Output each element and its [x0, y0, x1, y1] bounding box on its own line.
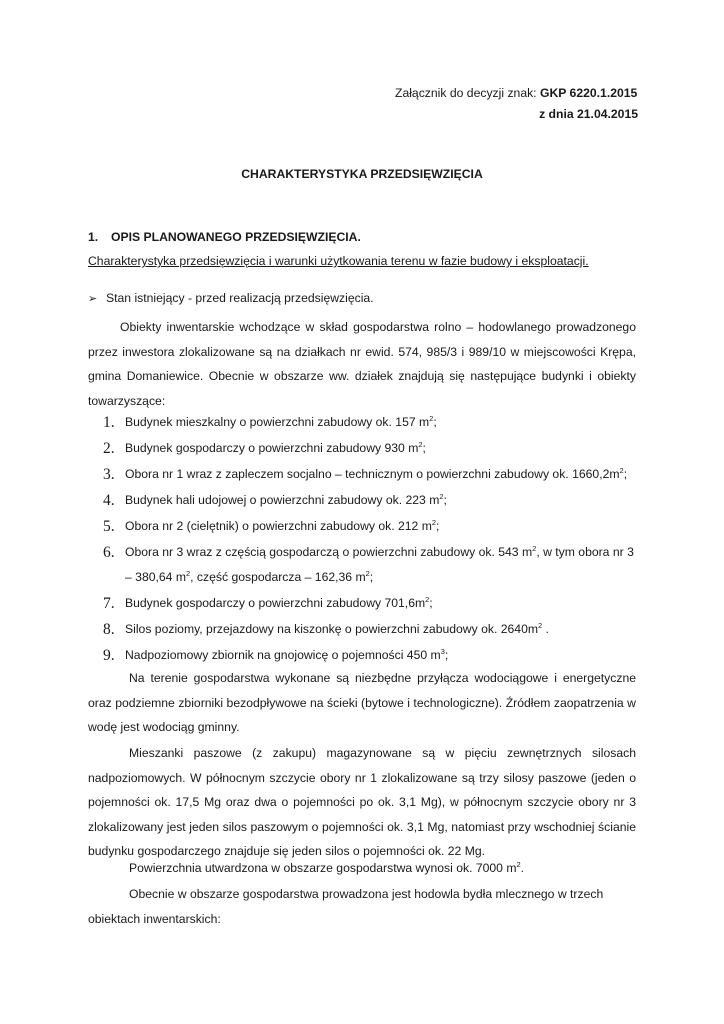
list-item-suffix: ; [433, 415, 437, 429]
section-number: 1. [88, 230, 99, 244]
farming-paragraph-line2: obiektach inwentarskich: [88, 912, 221, 926]
feed-paragraph-text: Mieszanki paszowe (z zakupu) magazynowane są w pięciu zewnętrznych silosach nadpoziomowych. W północnym szczycie obory nr 1 zlokalizowane są trzy silosy paszowe (jeden o pojemności ok. 17,5 Mg oraz dwa o pojemności po ok. 3,1 Mg), w północnym szczycie obory nr 3 zlokalizowany jest jeden silos paszowym o pojemności ok. 3,1 Mg, natomiast przy wschodniej ścianie budynku gospodarczego znajduje się jeden silos o pojemności ok. 22 Mg. [88, 746, 636, 858]
bullet-item [88, 291, 374, 305]
superscript: 2 [425, 595, 430, 605]
list-item-text: Silos poziomy, przejazdowy na kiszonkę o powierzchni zabudowy ok. 2640m [125, 622, 538, 637]
list-number: 2. [103, 439, 115, 457]
list-item-text: Obora nr 1 wraz z zapleczem socjalno – technicznym o powierzchni zabudowy ok. 1660,2m [125, 466, 620, 481]
superscript: 3 [440, 647, 445, 657]
superscript: 2 [185, 569, 191, 579]
superscript: 2 [365, 569, 370, 579]
farming-paragraph-line1: Obecnie w obszarze gospodarstwa prowadzona jest hodowla bydła mlecznego w trzech [129, 887, 604, 901]
list-item-suffix: . [542, 622, 549, 637]
list-item [88, 617, 640, 643]
list-item-text: Obora nr 3 wraz z częścią gospodarczą o powierzchni zabudowy ok. 543 m [125, 544, 533, 559]
feed-paragraph [88, 741, 636, 864]
list-item-text-continued: , część gospodarcza – 162,36 m [190, 570, 366, 585]
document-title: CHARAKTERYSTYKA PRZEDSIĘWZIĘCIA [241, 167, 483, 181]
list-item-suffix: , w tym obora nr 3 [536, 544, 634, 559]
list-item [88, 436, 640, 462]
list-item-text-continued: – 380,64 m [125, 570, 186, 585]
intro-paragraph-text: Obiekty inwentarskie wchodzące w skład gospodarstwa rolno – hodowlanego prowadzonego przez inwestora zlokalizowane są na działkach nr ewid. 574, 985/3 i 989/10 w miejscowości Krępa, gmina Domaniewice. Obecnie w obszarze ww. działek znajdują się następujące budynki i obiekty towarzyszące: [88, 320, 636, 408]
list-number: 8. [103, 621, 115, 639]
area-paragraph [129, 861, 524, 875]
list-item [88, 540, 640, 592]
decision-date: z dnia 21.04.2015 [539, 107, 638, 121]
superscript: 2 [532, 543, 537, 553]
list-number: 9. [103, 647, 115, 665]
list-item-text: Obora nr 2 (cielętnik) o powierzchni zabudowy ok. 212 m [125, 518, 432, 533]
list-item [88, 488, 640, 514]
superscript: 2 [538, 621, 543, 631]
bullet-text: Stan istniejący - przed realizacją przedsięwzięcia. [106, 291, 374, 305]
list-item [88, 410, 640, 436]
list-item-suffix: ; [369, 570, 374, 585]
superscript: 2 [439, 491, 444, 501]
list-number: 1. [103, 414, 115, 431]
superscript: 2 [516, 860, 521, 869]
section-heading-text: OPIS PLANOWANEGO PRZEDSIĘWZIĘCIA. [111, 230, 361, 244]
list-item-suffix: ; [422, 440, 426, 455]
attachment-reference-text: Załącznik do decyzji znak: [395, 86, 540, 100]
arrow-bullet-icon: ➢ [88, 293, 98, 305]
list-item-suffix: ; [436, 518, 440, 533]
list-item-suffix: ; [444, 648, 449, 663]
area-paragraph-text: Powierzchnia utwardzona w obszarze gospodarstwa wynosi ok. 7000 m [129, 861, 517, 875]
buildings-list [88, 410, 640, 669]
list-item-suffix: ; [623, 466, 628, 481]
superscript: 2 [619, 465, 624, 475]
intro-paragraph [88, 315, 636, 413]
superscript: 2 [431, 517, 437, 527]
attachment-reference [395, 86, 637, 100]
list-item-suffix: ; [443, 492, 447, 507]
list-item-text: Budynek mieszkalny o powierzchni zabudowy ok. 157 m [125, 415, 430, 429]
list-item [88, 462, 640, 488]
list-number: 3. [103, 465, 115, 483]
list-number: 5. [103, 517, 115, 535]
list-item-text: Budynek hali udojowej o powierzchni zabudowy ok. 223 m [125, 492, 440, 507]
list-item-text: Nadpoziomowy zbiornik na gnojowicę o pojemności 450 m [125, 648, 441, 663]
superscript: 2 [418, 439, 423, 449]
utilities-paragraph [88, 666, 636, 740]
decision-code: GKP 6220.1.2015 [539, 86, 638, 100]
area-paragraph-suffix: . [520, 861, 525, 875]
superscript: 2 [429, 414, 434, 423]
section-heading [88, 230, 361, 244]
list-number: 7. [103, 595, 115, 613]
list-item-text: Budynek gospodarczy o powierzchni zabudowy 930 m [125, 440, 419, 455]
section-subheading: Charakterystyka przedsięwzięcia i warunki użytkowania terenu w fazie budowy i eksploatacji. [88, 254, 589, 268]
utilities-paragraph-text: Na terenie gospodarstwa wykonane są niezbędne przyłącza wodociągowe i energetyczne oraz podziemne zbiorniki bezodpływowe na ścieki (bytowe i technologiczne). Źródłem zaopatrzenia w wodę jest wodociąg gminny. [88, 671, 636, 734]
list-item [88, 514, 640, 540]
list-item [88, 591, 640, 617]
list-item-text: Budynek gospodarczy o powierzchni zabudowy 701,6m [125, 596, 426, 611]
list-number: 4. [103, 491, 115, 509]
list-number: 6. [103, 543, 115, 561]
list-item-suffix: ; [429, 596, 433, 611]
